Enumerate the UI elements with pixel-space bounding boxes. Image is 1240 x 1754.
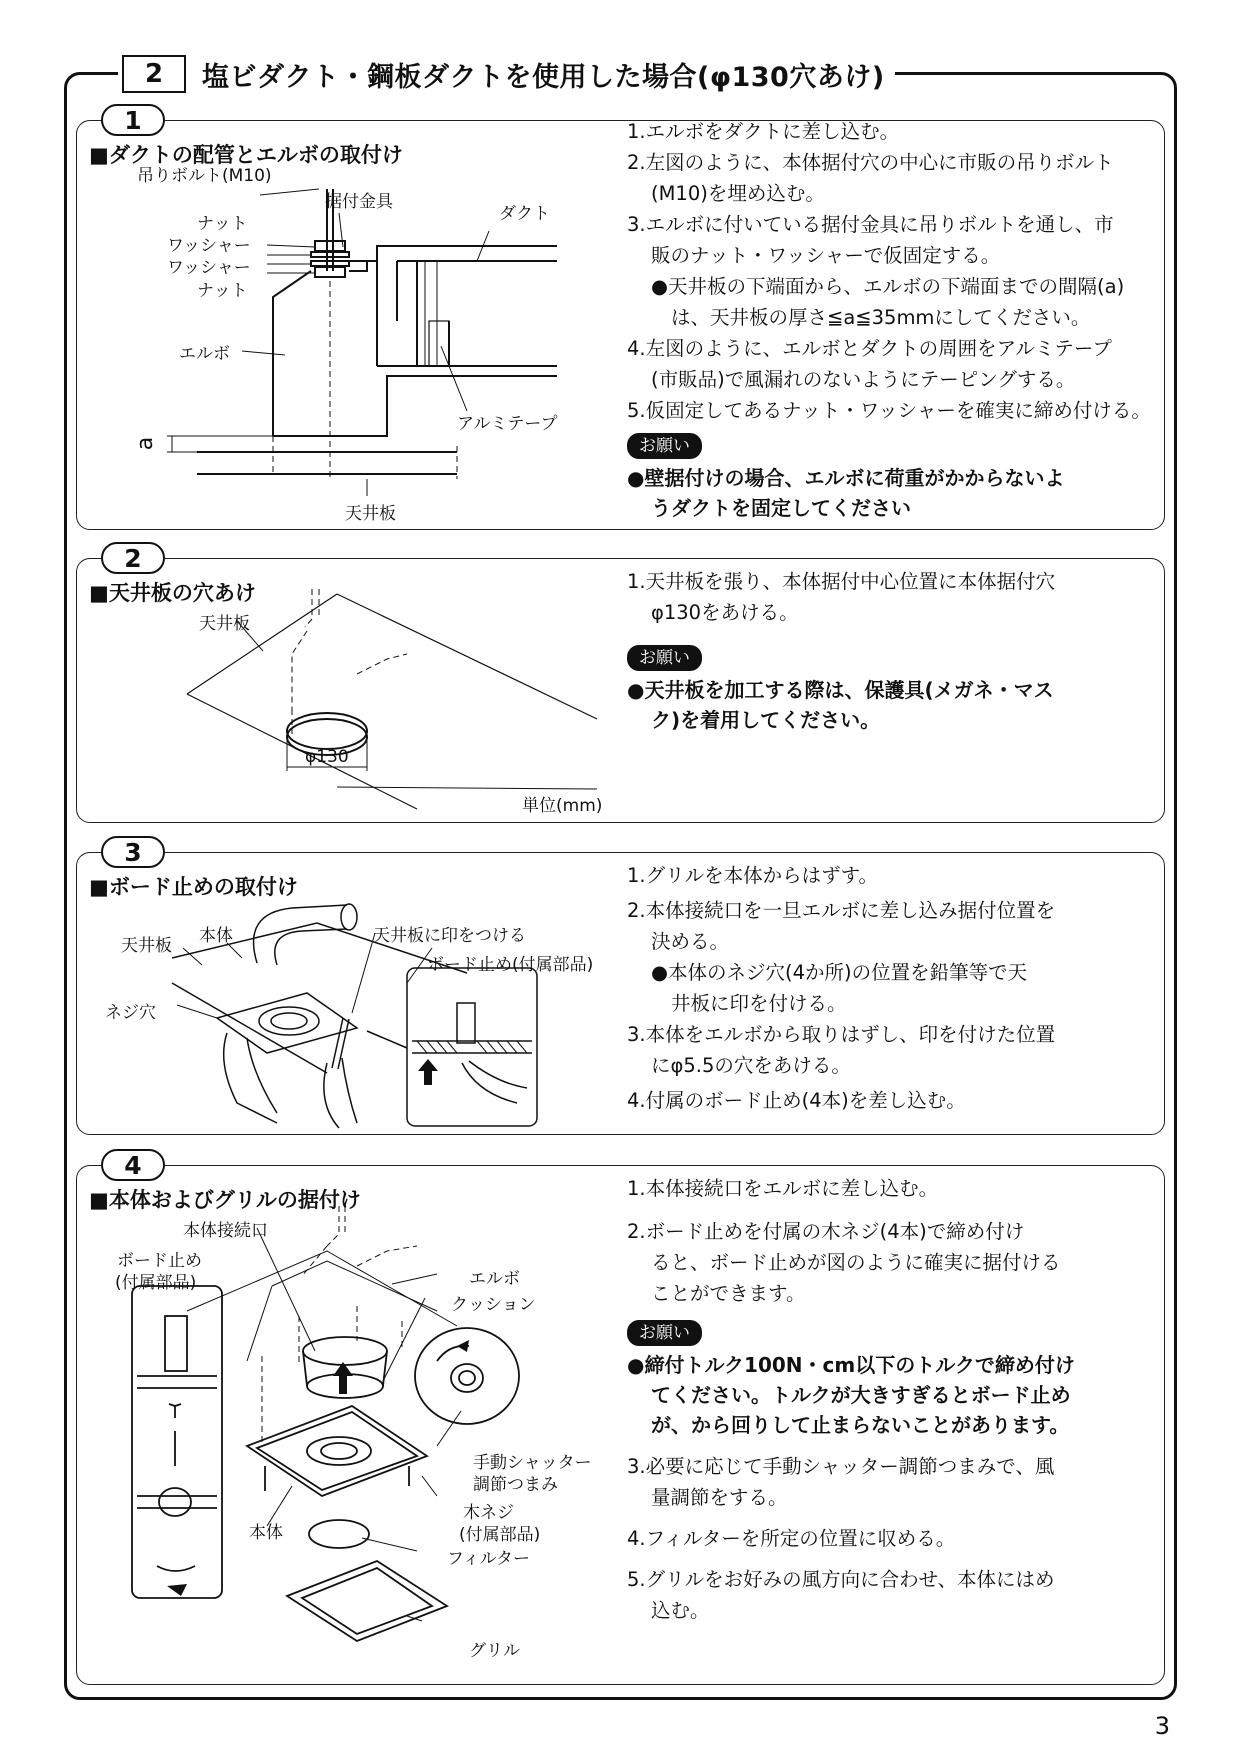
- step-text: 1.天井板を張り、本体据付中心位置に本体据付穴: [627, 570, 1056, 593]
- step-text: 5.グリルをお好みの風方向に合わせ、本体にはめ: [627, 1568, 1055, 1591]
- label-shutter-knob: 手動シャッター: [473, 1453, 592, 1473]
- body-grille-install-diagram: [77, 1166, 617, 1681]
- header-title: 塩ビダクト・鋼板ダクトを使用した場合(φ130穴あけ): [202, 61, 885, 93]
- notice-text: ●壁据付けの場合、エルボに荷重がかからないよ: [627, 466, 1065, 490]
- label-screw-hole: ネジ穴: [105, 1003, 156, 1023]
- step-text: ●天井板の下端面から、エルボの下端面までの間隔(a): [651, 275, 1125, 298]
- label-cushion: クッション: [451, 1295, 536, 1315]
- step-text: にφ5.5の穴をあける。: [651, 1054, 851, 1077]
- label-ceiling: 天井板: [121, 936, 172, 956]
- instructions-4: [627, 1174, 1152, 1627]
- notice-text: が、から回りして止まらないことがあります。: [651, 1413, 1070, 1437]
- step-text: 4.左図のように、エルボとダクトの周囲をアルミテープ: [627, 337, 1112, 360]
- label-mark: 天井板に印をつける: [373, 926, 526, 946]
- step-text: 3.本体をエルボから取りはずし、印を付けた位置: [627, 1023, 1056, 1046]
- label-bracket: 据付金具: [325, 192, 393, 212]
- step-text: 量調節をする。: [651, 1486, 788, 1509]
- instructions-2: [627, 567, 1152, 735]
- step-text: 3.エルボに付いている据付金具に吊りボルトを通し、市: [627, 213, 1114, 236]
- section-4: [76, 1150, 1165, 1685]
- step-text: (M10)を埋め込む。: [651, 182, 825, 205]
- label-nut-2: ナット: [197, 281, 248, 301]
- label-body: 本体: [249, 1523, 283, 1543]
- label-diameter: φ130: [305, 747, 349, 767]
- header-number: 2: [122, 55, 186, 93]
- label-elbow: エルボ: [469, 1269, 520, 1289]
- label-board-stop: ボード止め: [117, 1251, 202, 1271]
- label-washer-1: ワッシャー: [167, 236, 251, 256]
- label-wood-screw-sub: (付属部品): [459, 1525, 541, 1545]
- label-bolt: 吊りボルト(M10): [137, 166, 272, 186]
- section-title: ■天井板の穴あけ: [89, 581, 256, 605]
- step-text: ●本体のネジ穴(4か所)の位置を鉛筆等で天: [651, 961, 1028, 984]
- section-3: [76, 837, 1165, 1135]
- section-badge: 3: [101, 836, 165, 868]
- label-ceiling: 天井板: [345, 504, 396, 524]
- step-text: 5.仮固定してあるナット・ワッシャーを確実に締め付ける。: [627, 399, 1151, 422]
- notice-text: てください。トルクが大きすぎるとボード止め: [651, 1383, 1071, 1407]
- step-text: 井板に印を付ける。: [671, 992, 847, 1015]
- label-grille: グリル: [469, 1641, 520, 1661]
- label-connector: 本体接続口: [183, 1221, 268, 1241]
- instructions-3: [627, 861, 1152, 1117]
- label-body: 本体: [199, 926, 233, 946]
- label-shutter-knob-sub: 調節つまみ: [473, 1475, 558, 1495]
- main-header: [118, 52, 895, 96]
- step-text: 込む。: [651, 1599, 710, 1622]
- label-elbow: エルボ: [179, 344, 230, 364]
- label-gap-a: a: [133, 436, 159, 451]
- step-text: ると、ボード止めが図のように確実に据付ける: [651, 1251, 1061, 1274]
- step-text: 3.必要に応じて手動シャッター調節つまみで、風: [627, 1455, 1055, 1478]
- step-text: 4.フィルターを所定の位置に収める。: [627, 1527, 956, 1550]
- label-filter: フィルター: [447, 1549, 530, 1569]
- section-title: ■本体およびグリルの据付け: [89, 1188, 361, 1212]
- notice-text: ク)を着用してください。: [651, 708, 881, 732]
- notice-badge: お願い: [627, 1320, 702, 1346]
- step-text: 1.グリルを本体からはずす。: [627, 864, 879, 887]
- step-text: 1.本体接続口をエルボに差し込む。: [627, 1177, 939, 1200]
- label-wood-screw: 木ネジ: [463, 1503, 514, 1523]
- label-board-stop-sub: (付属部品): [115, 1273, 197, 1293]
- step-text: 4.付属のボード止め(4本)を差し込む。: [627, 1089, 966, 1112]
- notice-text: うダクトを固定してください: [651, 496, 911, 520]
- ceiling-hole-diagram: [77, 559, 617, 819]
- notice-badge: お願い: [627, 645, 702, 671]
- section-title: ■ダクトの配管とエルボの取付け: [89, 143, 403, 167]
- label-duct: ダクト: [499, 204, 550, 224]
- step-text: は、天井板の厚さ≦a≦35mmにしてください。: [671, 306, 1091, 329]
- section-badge: 4: [101, 1149, 165, 1181]
- page-number: 3: [1154, 1712, 1170, 1740]
- section-title: ■ボード止めの取付け: [89, 875, 298, 899]
- step-text: 2.ボード止めを付属の木ネジ(4本)で締め付け: [627, 1220, 1025, 1243]
- step-text: φ130をあける。: [651, 601, 799, 624]
- section-2: [76, 543, 1165, 823]
- label-nut-1: ナット: [197, 214, 248, 234]
- label-aluminum-tape: アルミテープ: [457, 414, 558, 434]
- step-text: 1.エルボをダクトに差し込む。: [627, 120, 900, 143]
- step-text: (市販品)で風漏れのないようにテーピングする。: [651, 368, 1076, 391]
- step-text: 販のナット・ワッシャーで仮固定する。: [651, 244, 1001, 267]
- notice-text: ●天井板を加工する際は、保護具(メガネ・マス: [627, 678, 1054, 702]
- notice-badge: お願い: [627, 433, 702, 459]
- step-text: 決める。: [651, 930, 730, 953]
- section-badge: 1: [101, 104, 165, 136]
- label-washer-2: ワッシャー: [167, 258, 251, 278]
- board-stop-diagram: [77, 853, 617, 1133]
- label-board-stop: ボード止め(付属部品): [427, 955, 594, 975]
- label-ceiling: 天井板: [199, 614, 250, 634]
- step-text: 2.本体接続口を一旦エルボに差し込み据付位置を: [627, 899, 1056, 922]
- step-text: 2.左図のように、本体据付穴の中心に市販の吊りボルト: [627, 151, 1114, 174]
- section-badge: 2: [101, 542, 165, 574]
- instructions-1: [627, 117, 1152, 523]
- section-1: [76, 105, 1165, 530]
- notice-text: ●締付トルク100N・cm以下のトルクで締め付け: [627, 1353, 1075, 1377]
- label-unit: 単位(mm): [522, 796, 603, 816]
- step-text: ことができます。: [651, 1282, 806, 1305]
